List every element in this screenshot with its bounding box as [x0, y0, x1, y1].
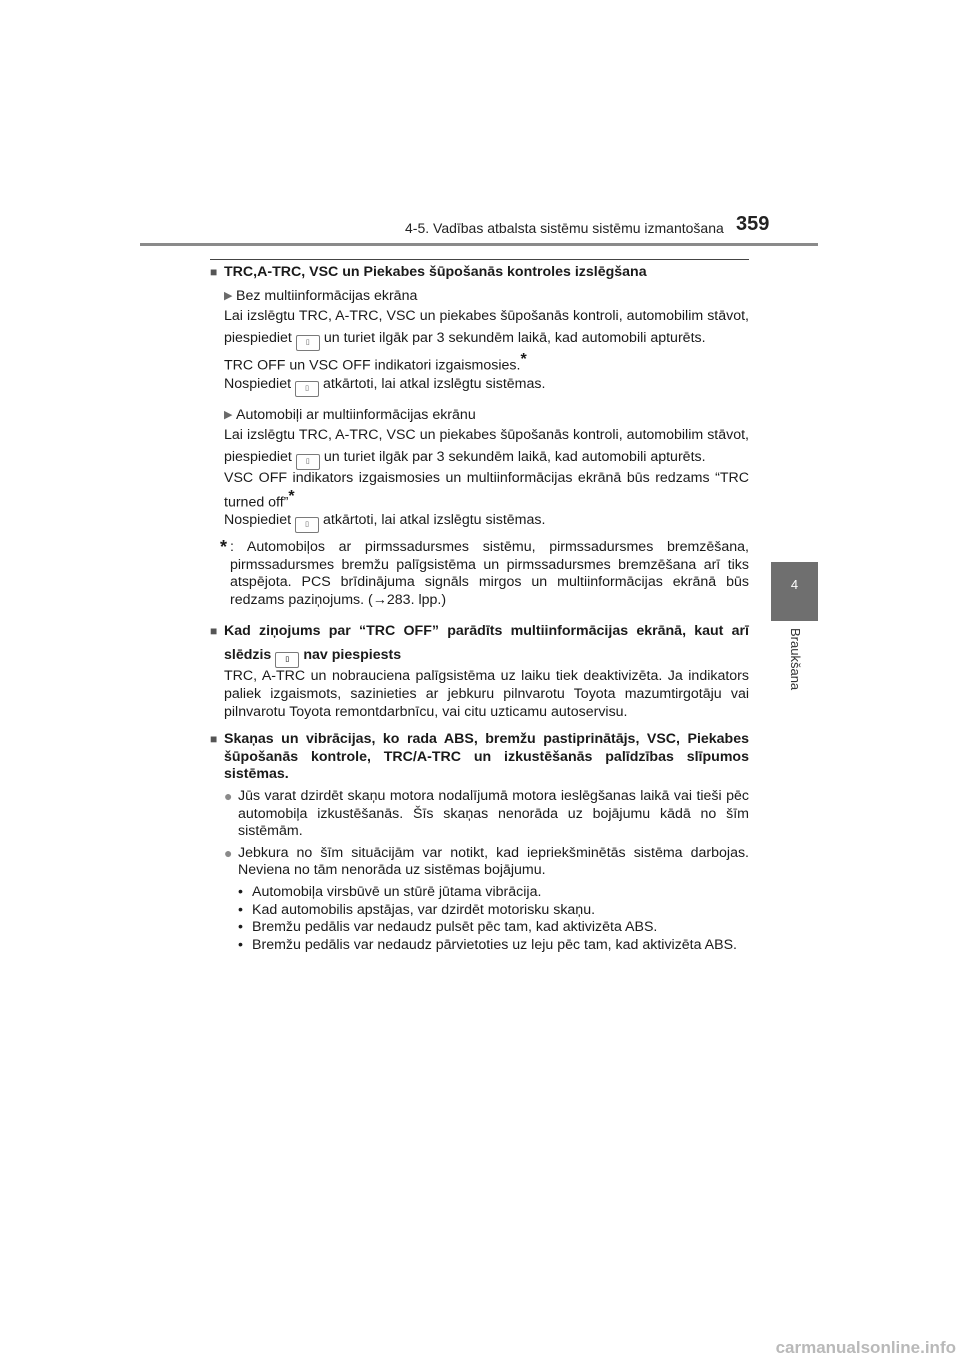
section-heading-text	[224, 619, 749, 668]
text: Nospiediet	[224, 375, 292, 392]
section-heading-text: Skaņas un vibrācijas, ko rada ABS, bremžu pastiprinātājs, VSC, Piekabes šūpošanās kontrole, TRC/A-TRC un izkustēšanās palīdzības slīpumos sistēmas.	[224, 731, 749, 783]
trc-off-switch-icon: ▯	[296, 454, 320, 470]
paragraph	[224, 470, 749, 512]
text: atkārtoti, lai atkal izslēgtu sistēmas.	[323, 512, 546, 529]
dot-list	[210, 884, 749, 954]
bullet-text: Jebkura no šīm situācijām var notikt, kad iepriekšminētās sistēma darbojas. Neviena no tām nenorāda uz sistēmas bojājumu.	[238, 844, 749, 879]
paragraph	[224, 305, 749, 351]
footer-watermark: carmanualsonline.info	[775, 1338, 956, 1357]
header-title: 4-5. Vadības atbalsta sistēmu sistēmu izmantošana	[405, 220, 724, 236]
trc-off-switch-icon: ▯	[275, 652, 299, 668]
footnote	[210, 539, 749, 609]
paragraph	[224, 351, 749, 375]
subheading	[224, 288, 749, 306]
paragraph	[224, 424, 749, 470]
triangle-bullet-icon: ▶	[224, 408, 233, 421]
list-item: • Kad automobilis apstājas, var dzirdēt motorisku skaņu.	[238, 902, 749, 920]
text: un turiet ilgāk par 3 sekundēm laikā, kad automobili apturēts.	[323, 449, 706, 466]
square-bullet-icon: ■	[210, 732, 218, 747]
circle-bullet-icon: ●	[224, 787, 233, 804]
subheading	[224, 407, 749, 425]
heading-part: Kad ziņojums par “TRC OFF” parādīts multiinformācijas ekrānā, kaut arī slēdzis	[224, 623, 749, 664]
asterisk: *	[520, 351, 527, 369]
text: Nospiediet	[224, 512, 292, 529]
asterisk: *	[288, 487, 295, 505]
page-number: 359	[736, 213, 770, 235]
square-bullet-icon: ■	[210, 624, 218, 639]
text: atkārtoti, lai atkal izslēgtu sistēmas.	[323, 375, 546, 392]
text: Lai izslēgtu TRC, A-TRC, VSC un piekabes šūpošanās kontroli, automobilim stāvot, piespiediet	[224, 308, 749, 347]
bullet-text: Jūs varat dzirdēt skaņu motora nodalījumā motora ieslēgšanas laikā vai tieši pēc automobiļa izkustēšanās. Šīs skaņas nenorāda uz bojājumu kādā no šīm sistēmām.	[238, 787, 749, 840]
list-item: • Bremžu pedālis var nedaudz pārvietoties uz leju pēc tam, kad aktivizēta ABS.	[238, 937, 749, 955]
main-content	[210, 264, 749, 954]
paragraph: TRC, A-TRC un nobrauciena palīgsistēma uz laiku tiek deaktivizēta. Ja indikators paliek izgaismots, sazinieties ar jebkuru pilnvarotu Toyota mazumtirgotāju vai pilnvarotu Toyota remontdarbnīcu, vai citu uzticamu autoservisu.	[224, 668, 749, 720]
subheading-text: Bez multiinformācijas ekrāna	[236, 287, 418, 304]
section-heading	[210, 264, 749, 282]
chapter-label: Braukšana	[788, 628, 803, 691]
section-heading	[210, 619, 749, 668]
section-rule	[210, 259, 749, 260]
list-item: • Automobiļa virsbūvē un stūrē jūtama vibrācija.	[238, 884, 749, 902]
text: TRC OFF un VSC OFF indikatori izgaismosies.	[224, 357, 521, 374]
bullet-item	[210, 845, 749, 880]
trc-off-switch-icon: ▯	[295, 517, 319, 533]
paragraph	[224, 512, 749, 533]
footnote-text: : Automobiļos ar pirmssadursmes sistēmu, pirmssadursmes bremzēšana, pirmssadursmes bremžu palīgsistēma un pirmssadursmes bremzēšana arī tiks atspējota. PCS brīdinājuma signāls mirgos un multiinformācijas ekrānā būs redzams paziņojums. (→283. lpp.)	[230, 539, 749, 608]
trc-off-switch-icon: ▯	[295, 381, 319, 397]
header-divider	[140, 243, 818, 246]
section-body	[210, 288, 749, 533]
trc-off-switch-icon: ▯	[296, 335, 320, 351]
bullet-item	[210, 788, 749, 841]
footnote-mark: *	[220, 537, 228, 558]
section-heading-text: TRC,A-TRC, VSC un Piekabes šūpošanās kontroles izslēgšana	[224, 264, 647, 280]
square-bullet-icon: ■	[210, 265, 218, 279]
section-heading	[210, 731, 749, 784]
subheading-text: Automobiļi ar multiinformācijas ekrānu	[236, 406, 476, 423]
text: un turiet ilgāk par 3 sekundēm laikā, kad automobili apturēts.	[323, 330, 706, 347]
circle-bullet-icon: ●	[224, 844, 233, 861]
heading-part: nav piespiests	[303, 647, 402, 664]
text: VSC OFF indikators izgaismosies un multiinformācijas ekrānā būs redzams “TRC turned off”	[224, 470, 749, 511]
triangle-bullet-icon: ▶	[224, 289, 233, 302]
paragraph	[224, 376, 749, 397]
list-item: • Bremžu pedālis var nedaudz pulsēt pēc tam, kad aktivizēta ABS.	[238, 919, 749, 937]
chapter-tab: 4	[771, 562, 818, 621]
text: Lai izslēgtu TRC, A-TRC, VSC un piekabes šūpošanās kontroli, automobilim stāvot, piespiediet	[224, 427, 749, 466]
